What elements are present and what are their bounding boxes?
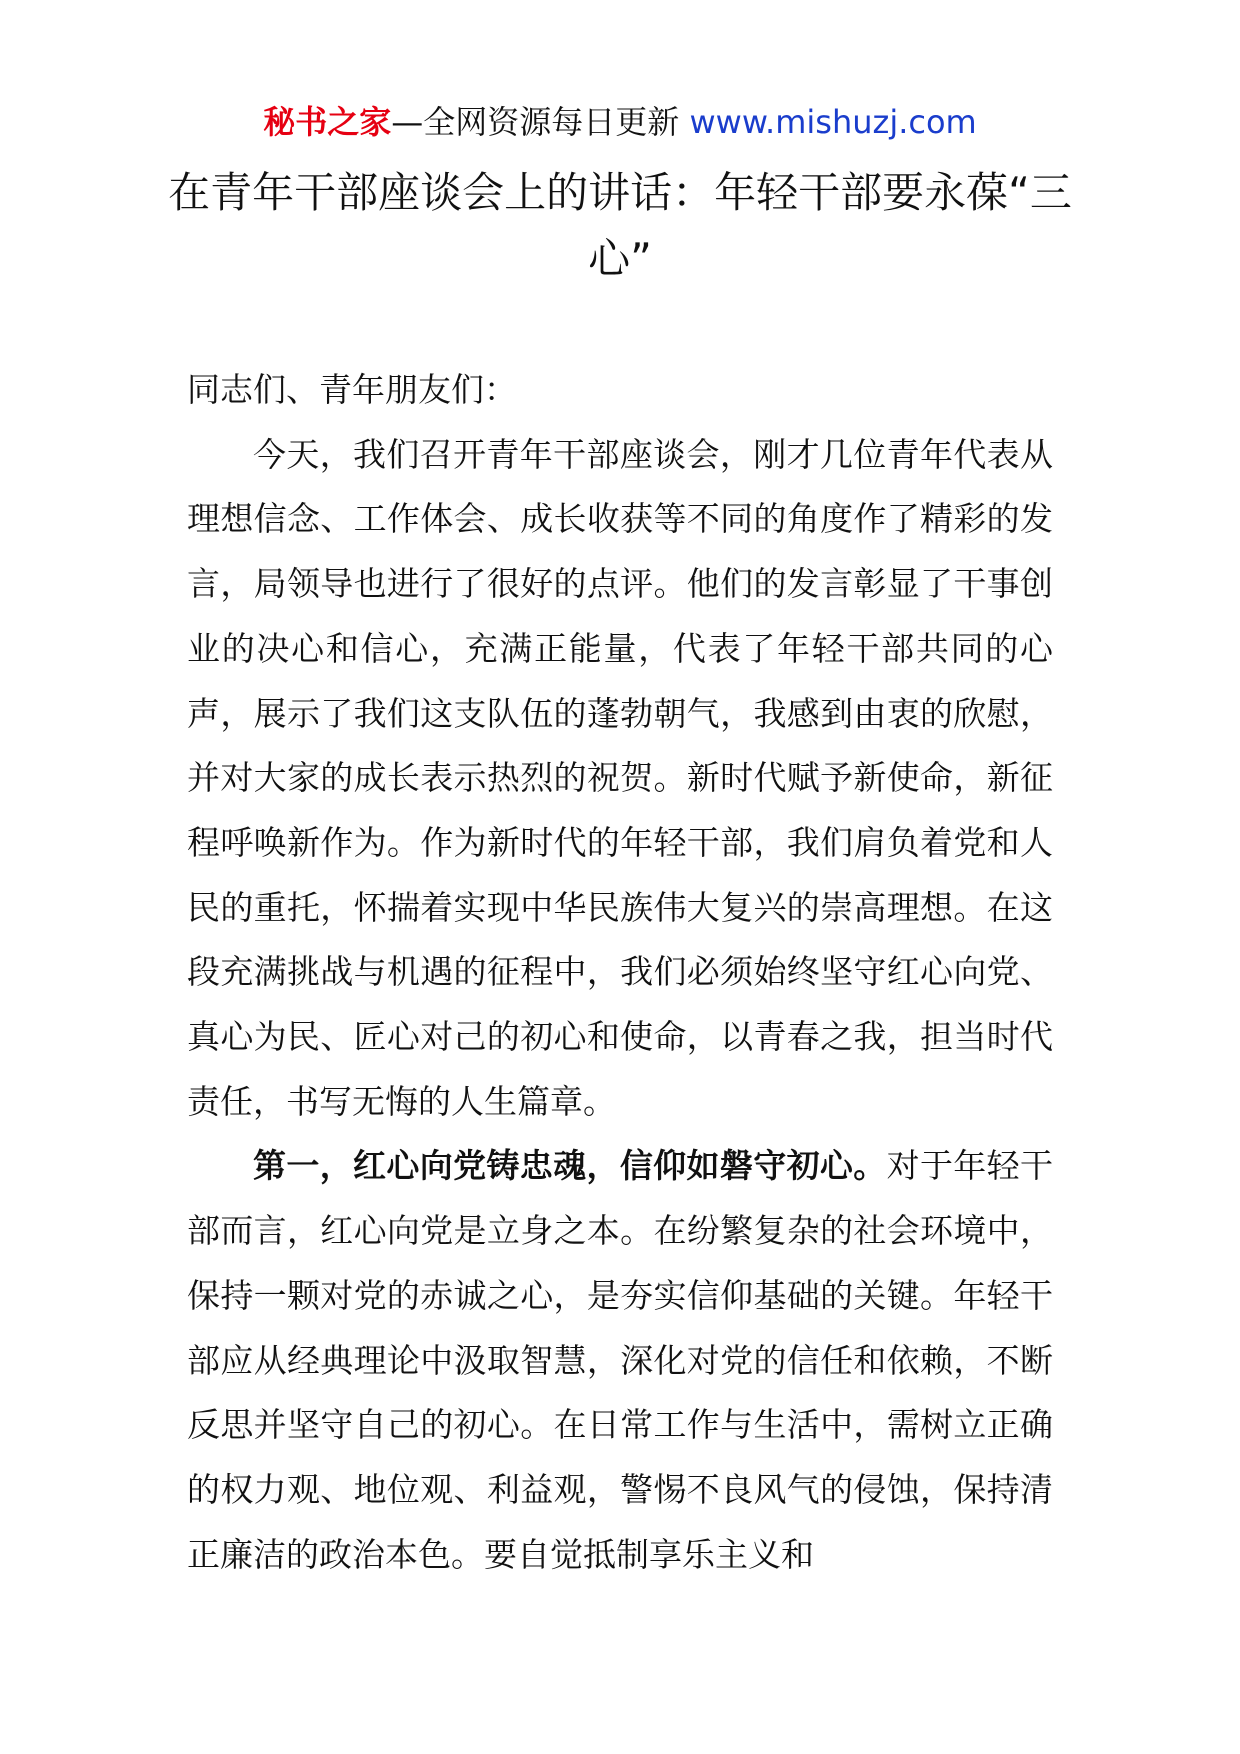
paragraph: 今天，我们召开青年干部座谈会，刚才几位青年代表从理想信念、工作体会、成长收获等不同的角度作了精彩的发言，局领导也进行了很好的点评。他们的发言彰显了干事创业的决心和信心，充满正能量，代表了年轻干部共同的心声，展示了我们这支队伍的蓬勃朝气，我感到由衷的欣慰，并对大家的成长表示热烈的祝贺。新时代赋予新使命，新征程呼唤新作为。作为新时代的年轻干部，我们肩负着党和人民的重托，怀揣着实现中华民族伟大复兴的崇高理想。在这段充满挑战与机遇的征程中，我们必须始终坚守红心向党、真心为民、匠心对己的初心和使命，以青春之我，担当时代责任，书写无悔的人生篇章。 bbox=[187, 434, 1053, 1121]
header-tagline: —全网资源每日更新 bbox=[391, 103, 680, 141]
paragraph bbox=[187, 1134, 1053, 1587]
salutation: 同志们、青年朋友们： bbox=[187, 370, 517, 409]
brand-name: 秘书之家 bbox=[263, 103, 392, 141]
document-body bbox=[187, 358, 1053, 1587]
site-url: www.mishuzj.com bbox=[689, 103, 977, 141]
paragraph-text: 对于年轻干部而言，红心向党是立身之本。在纷繁复杂的社会环境中，保持一颗对党的赤诚之心，是夯实信仰基础的关键。年轻干部应从经典理论中汲取智慧，深化对党的信任和依赖，不断反思并坚守自己的初心。在日常工作与生活中，需树立正确的权力观、地位观、利益观，警惕不良风气的侵蚀，保持清正廉洁的政治本色。要自觉抵制享乐主义和 bbox=[187, 1146, 1054, 1574]
site-header bbox=[0, 100, 1240, 144]
document-title: 在青年干部座谈会上的讲话：年轻干部要永葆“三心” bbox=[168, 168, 1072, 283]
paragraph-heading: 第一，红心向党铸忠魂，信仰如磐守初心。 bbox=[253, 1146, 887, 1186]
